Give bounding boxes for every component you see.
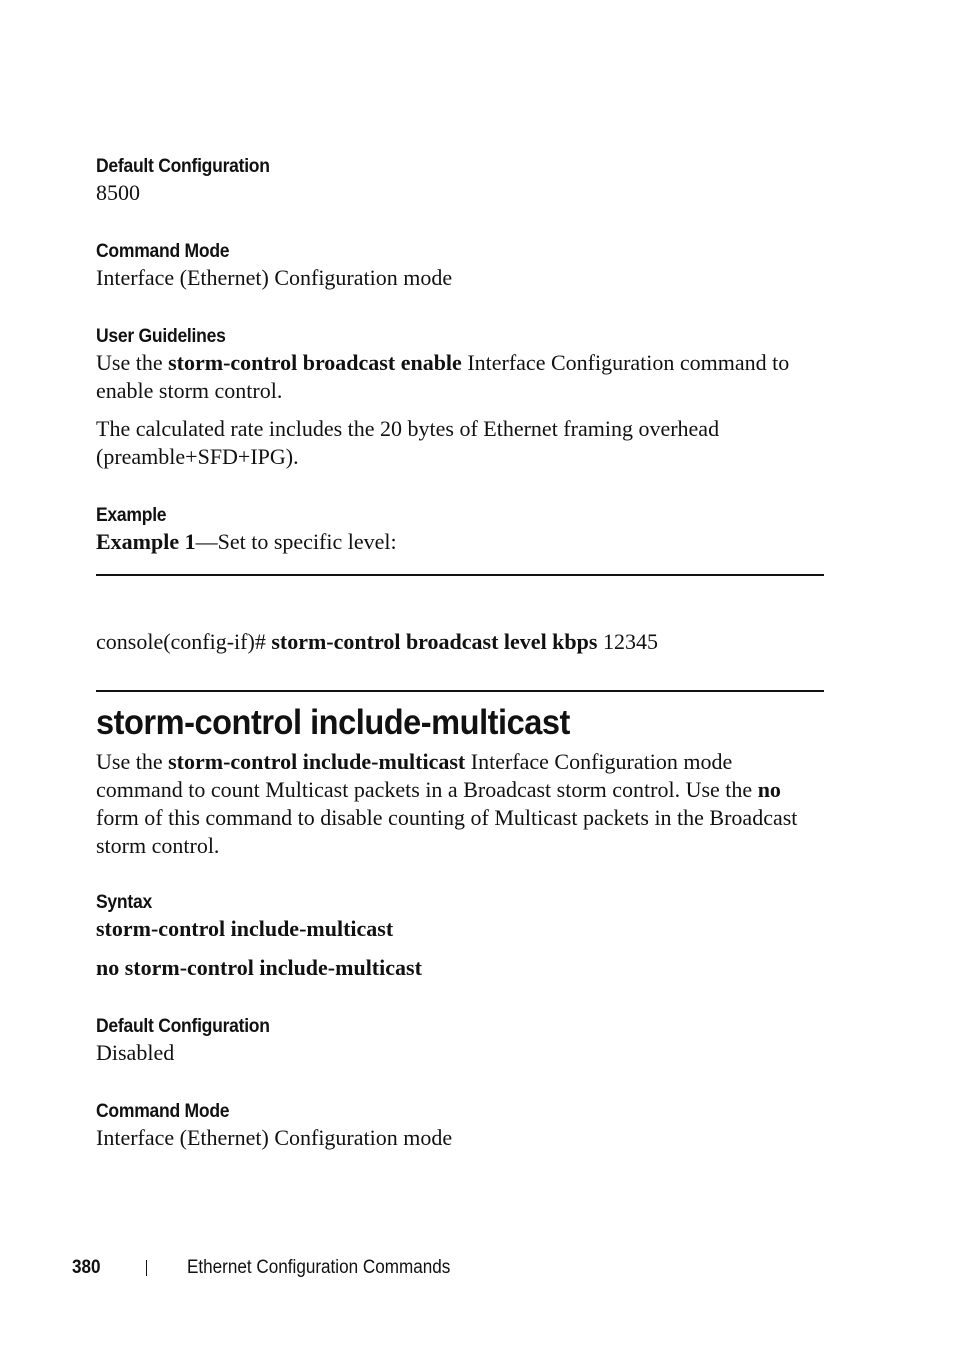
code-block-top-rule	[96, 574, 824, 576]
command-mode-heading: Command Mode	[96, 240, 230, 262]
example-1-caption: Example 1—Set to specific level:	[96, 529, 397, 554]
code-command: storm-control broadcast level kbps	[271, 629, 598, 654]
section-title: storm-control include-multicast	[96, 703, 570, 742]
default-configuration-heading: Default Configuration	[96, 155, 270, 177]
user-guidelines-paragraph-2: The calculated rate includes the 20 bytes of Ethernet framing overhead (preamble+SFD+IPG).	[96, 416, 720, 469]
command-mode-value-2: Interface (Ethernet) Configuration mode	[96, 1125, 453, 1150]
default-configuration-value: 8500	[96, 180, 140, 205]
user-guidelines-heading: User Guidelines	[96, 325, 226, 347]
syntax-heading: Syntax	[96, 891, 152, 913]
command-mode-heading-2: Command Mode	[96, 1100, 230, 1122]
command-mode-value: Interface (Ethernet) Configuration mode	[96, 265, 453, 290]
footer-separator	[146, 1260, 147, 1276]
code-argument: 12345	[597, 629, 658, 654]
page-number: 380	[72, 1257, 101, 1278]
section-intro-paragraph: Use the storm-control include-multicast Interface Configuration mode command to count Multicast packets in a Broadcast storm control. Use the no form of this command to disable counting of Multicast packets in the Broadcast storm control.	[96, 749, 798, 858]
syntax-line-1: storm-control include-multicast	[96, 916, 394, 941]
default-configuration-value-2: Disabled	[96, 1040, 175, 1065]
code-block-bottom-rule	[96, 690, 824, 692]
user-guidelines-paragraph-1: Use the storm-control broadcast enable Interface Configuration command to enable storm control.	[96, 350, 790, 403]
syntax-line-2: no storm-control include-multicast	[96, 955, 422, 980]
code-example	[96, 628, 824, 656]
default-configuration-heading-2: Default Configuration	[96, 1015, 270, 1037]
chapter-title: Ethernet Configuration Commands	[187, 1257, 451, 1278]
example-heading: Example	[96, 504, 167, 526]
console-prompt: console(config-if)#	[96, 629, 272, 654]
command-storm-control-broadcast-enable: storm-control broadcast enable	[168, 350, 462, 375]
